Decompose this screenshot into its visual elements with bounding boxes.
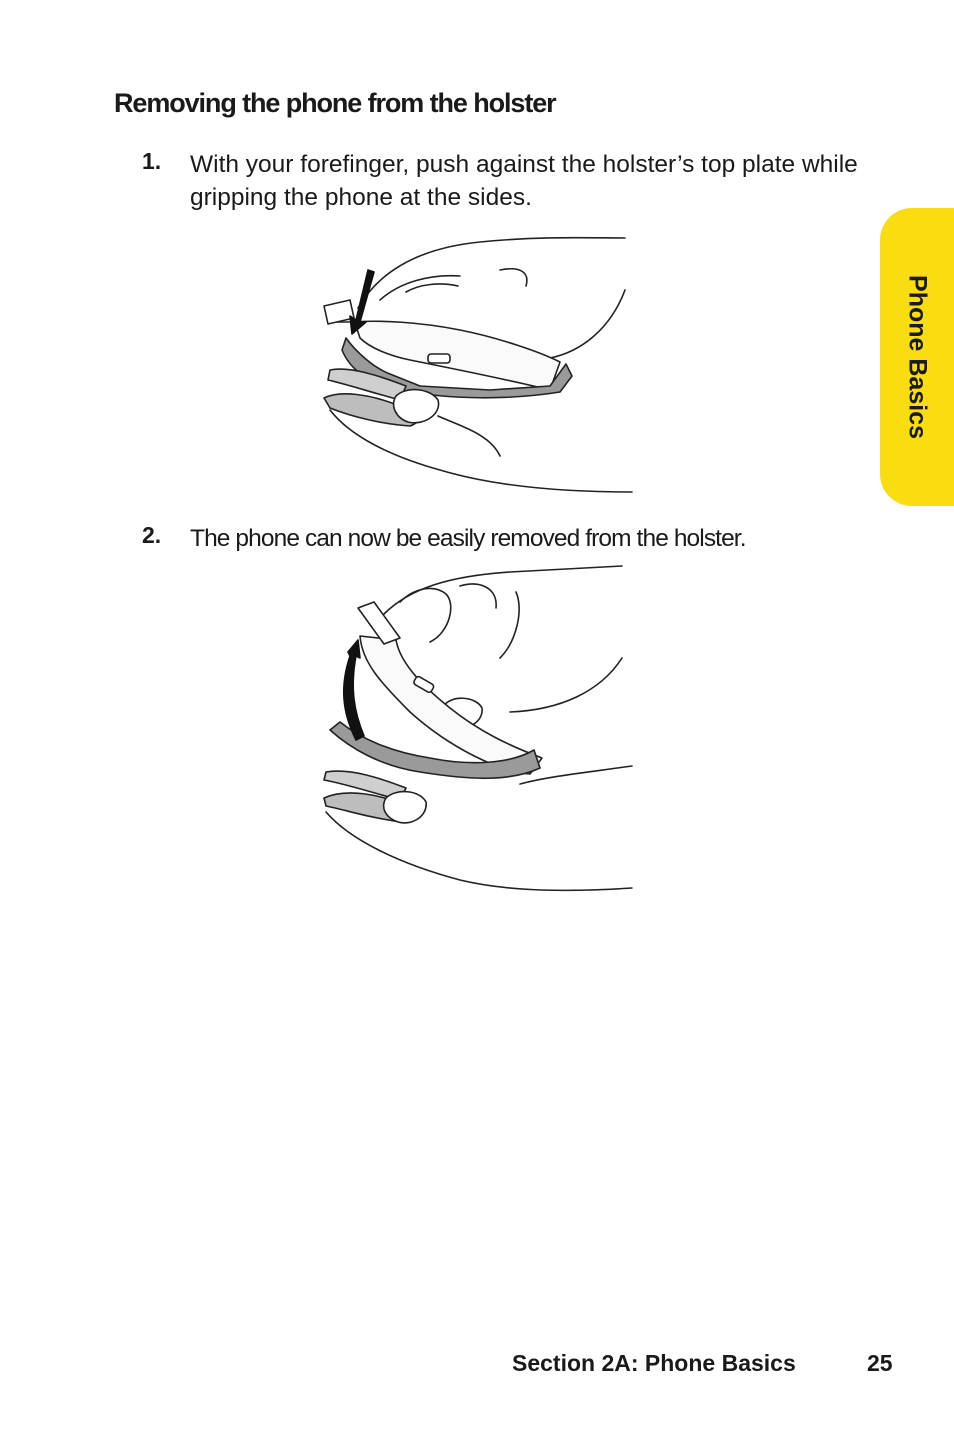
step-number: 2. [142, 522, 162, 548]
lower-hand-outline [330, 410, 632, 492]
upper-hand-side [510, 658, 622, 712]
step-text: The phone can now be easily removed from the holster. [190, 525, 746, 552]
footer-section-title: Section 2A: Phone Basics [512, 1350, 796, 1376]
lower-hand-palm [438, 416, 500, 456]
upper-hand-fingers [400, 584, 519, 658]
page-title: Removing the phone from the holster [114, 88, 556, 118]
upper-hand-outline [358, 238, 625, 308]
lower-hand-fingertip [384, 792, 427, 823]
upper-hand-wrist [550, 290, 625, 358]
illustration-remove-phone [310, 562, 640, 896]
lower-hand-fingertip [394, 390, 439, 423]
phone-button [428, 354, 450, 363]
illustration-push-holster-plate [310, 230, 640, 500]
step-2 [142, 522, 882, 555]
lower-hand-outline [326, 812, 632, 890]
step-number: 1. [142, 148, 162, 174]
upper-hand-fingers [380, 269, 527, 300]
side-tab-label: Phone Basics [903, 275, 932, 439]
footer-page-number: 25 [867, 1350, 893, 1376]
up-arrow-icon [344, 640, 364, 740]
section-side-tab [880, 208, 954, 506]
step-1 [142, 148, 882, 214]
step-text: With your forefinger, push against the holster’s top plate while gripping the phone at the sides. [190, 151, 858, 211]
